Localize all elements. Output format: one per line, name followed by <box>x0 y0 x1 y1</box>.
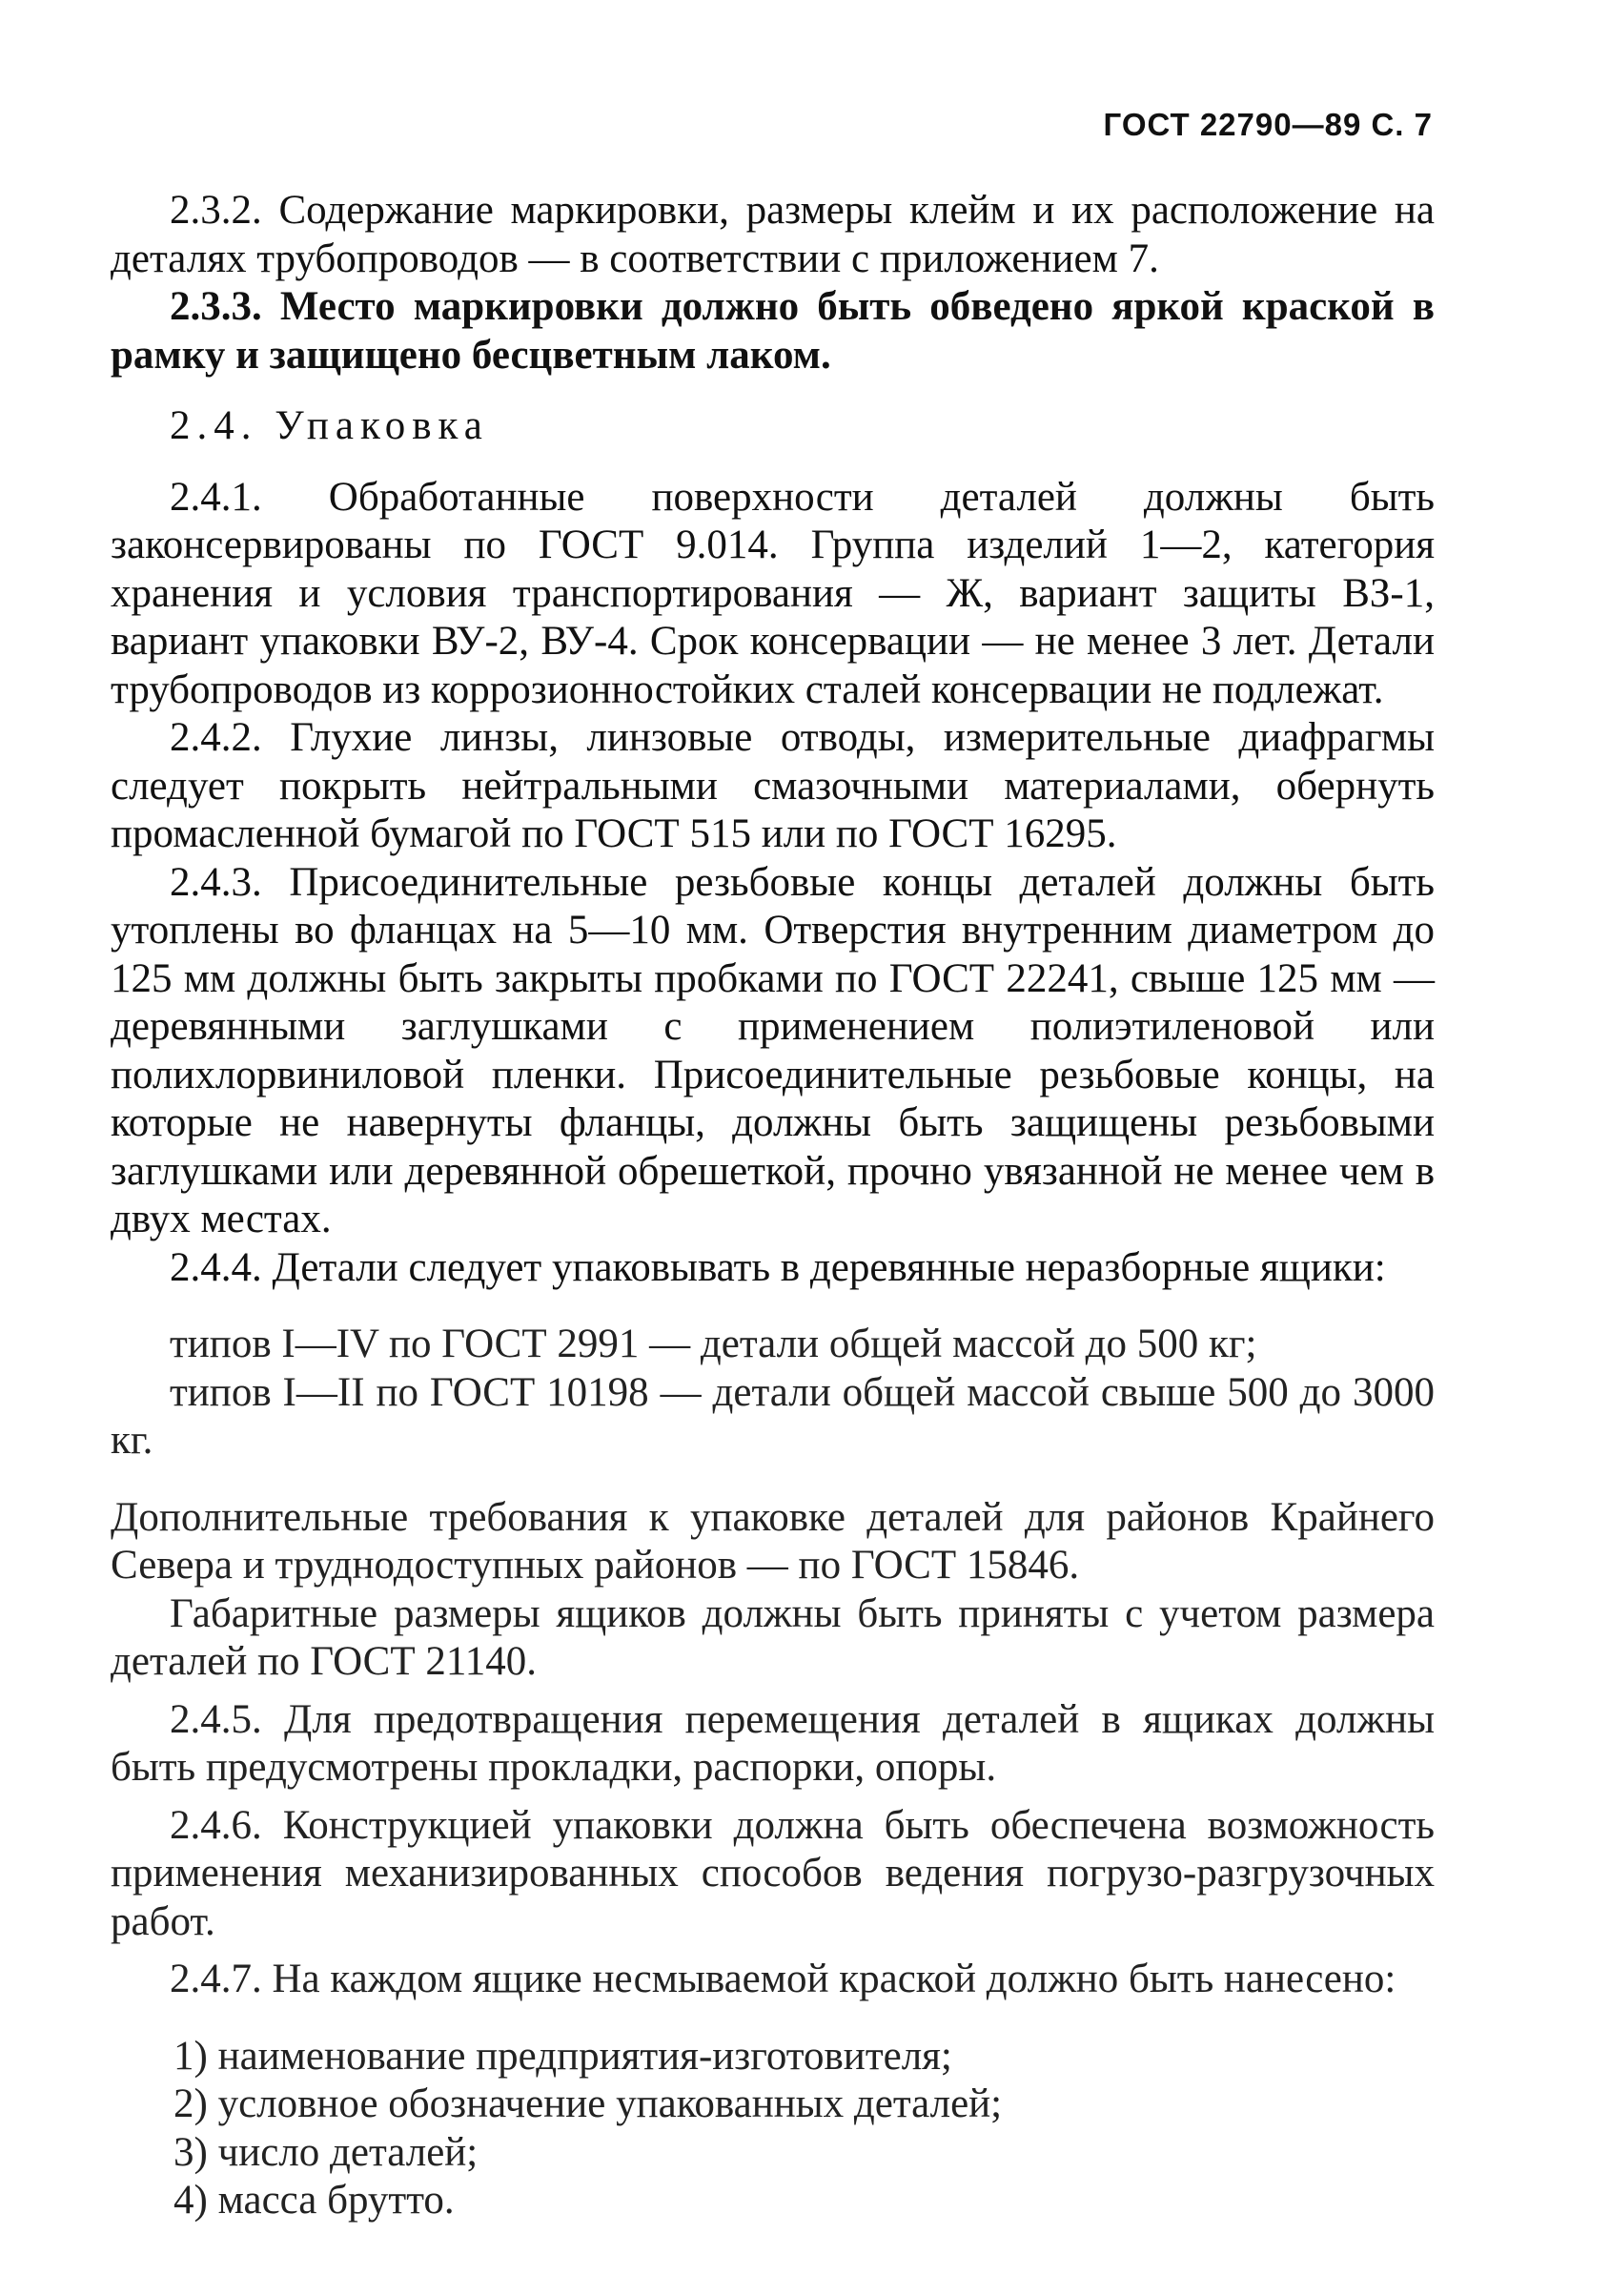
box-dimensions: Габаритные размеры ящиков должны быть приняты с учетом размера деталей по ГОСТ 21140. <box>111 1590 1435 1684</box>
clause-2-4-7: 2.4.7. На каждом ящике несмываемой краской должно быть нанесено: <box>170 1957 1396 2001</box>
clause-2-4-4: 2.4.4. Детали следует упаковывать в деревянные неразборные ящики: <box>170 1244 1386 1290</box>
clause-2-4-2: 2.4.2. Глухие линзы, линзовые отводы, измерительные диафрагмы следует покрыть нейтральными смазочными материалами, обернуть промасленной бумагой по ГОСТ 515 или по ГОСТ 16295. <box>111 715 1435 856</box>
marking-list <box>111 2033 1435 2225</box>
page-header: ГОСТ 22790—89 С. 7 <box>1103 107 1433 142</box>
box-types-i-iv: типов I—IV по ГОСТ 2991 — детали общей массой до 500 кг; <box>170 1322 1257 1366</box>
clause-2-4-3: 2.4.3. Присоединительные резьбовые концы деталей должны быть утоплены во фланцах на 5—10 мм. Отверстия внутренним диаметром до 125 мм должны быть закрыты пробками по ГОСТ 22241, свыше 125 мм — деревянными заглушками с применением полиэтиленовой или полихлорвиниловой пленки. Присоединительные резьбовые концы, на которые не навернуты фланцы, должны быть защищены резьбовыми заглушками или деревянной обрешеткой, прочно увязанной не менее чем в двух местах. <box>111 859 1435 1241</box>
clause-2-4-1: 2.4.1. Обработанные поверхности деталей должны быть законсервированы по ГОСТ 9.014. Группа изделий 1—2, категория хранения и условия транспортирования — Ж, вариант защиты ВЗ-1, вариант упаковки ВУ-2, ВУ-4. Срок консервации — не менее 3 лет. Детали трубопроводов из коррозионностойких сталей консервации не подлежат. <box>111 474 1435 712</box>
document-body <box>111 187 1435 2225</box>
box-types-i-ii: типов I—II по ГОСТ 10198 — детали общей массой свыше 500 до 3000 кг. <box>111 1369 1435 1463</box>
clause-2-4-6: 2.4.6. Конструкцией упаковки должна быть обеспечена возможность применения механизированных способов ведения погрузо-разгрузочных работ. <box>111 1802 1435 1944</box>
list-item: 1) наименование предприятия-изготовителя; <box>173 2033 952 2079</box>
list-item: 3) число деталей; <box>173 2129 479 2175</box>
clause-2-3-2: 2.3.2. Содержание маркировки, размеры клейм и их расположение на деталях трубопроводов — в соответствии с приложением 7. <box>111 188 1435 281</box>
clause-2-4-5: 2.4.5. Для предотвращения перемещения деталей в ящиках должны быть предусмотрены прокладки, распорки, опоры. <box>111 1696 1435 1790</box>
additional-requirements: Дополнительные требования к упаковке деталей для районов Крайнего Севера и труднодоступных районов — по ГОСТ 15846. <box>111 1494 1435 1588</box>
list-item: 2) условное обозначение упакованных деталей; <box>173 2081 1003 2126</box>
list-item: 4) масса брутто. <box>173 2178 455 2223</box>
clause-2-3-3: 2.3.3. Место маркировки должно быть обведено яркой краской в рамку и защищено бесцветным лаком. <box>111 284 1435 378</box>
section-heading-packaging: 2.4. Упаковка <box>170 403 489 448</box>
